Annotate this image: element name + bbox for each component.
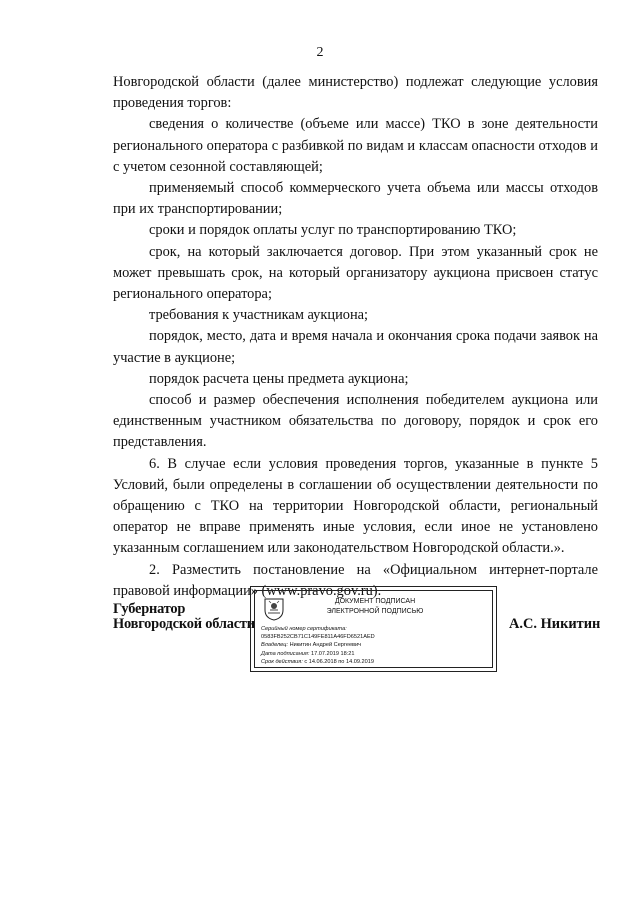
stamp-title [295, 597, 455, 617]
paragraph-11: 2. Разместить постановление на «Официальном интернет-портале правовой информации» (www.pravo.gov.ru). [113, 561, 598, 599]
cert-value: 0583FB252CB71C149FE811A46FD6521AED [261, 634, 375, 641]
stamp-title-line-2: ЭЛЕКТРОННОЙ ПОДПИСЬЮ [326, 608, 424, 615]
validity-label: Срок действия: [261, 658, 303, 665]
cert-label: Серийный номер сертификата: [261, 626, 347, 632]
electronic-signature-stamp [250, 586, 497, 672]
paragraph-1: Новгородской области (далее министерство) подлежат следующие условия проведения торгов: [113, 74, 598, 112]
stamp-inner-border [254, 590, 493, 668]
paragraph-7: порядок, место, дата и время начала и окончания срока подачи заявок на участие в аукционе; [113, 328, 598, 366]
signatory-name: А.С. Никитин [509, 616, 601, 632]
paragraph-6: требования к участникам аукциона; [149, 307, 369, 324]
paragraph-5: срок, на который заключается договор. При этом указанный срок не может превышать срок, на который организатору аукциона присвоен статус регионального оператора; [113, 243, 598, 303]
paragraph-3: применяемый способ коммерческого учета объема или массы отходов при их транспортировании; [113, 180, 598, 218]
paragraph-2: сведения о количестве (объеме или массе) ТКО в зоне деятельности регионального оператора с разбивкой по видам и классам опасности отходов и с учетом сезонной составляющей; [113, 116, 598, 175]
paragraph-9: способ и размер обеспечения исполнения победителем аукциона или единственным участником обязательства по договору, порядок и срок его представления. [113, 392, 598, 451]
coat-of-arms-icon [263, 597, 285, 621]
owner-value: Никитин Андрей Сергеевич [289, 642, 362, 649]
paragraph-4: сроки и порядок оплаты услуг по транспортированию ТКО; [149, 222, 517, 239]
date-value: 17.07.2019 18:21 [310, 650, 355, 657]
signatory-position [113, 602, 255, 632]
validity-value: с 14.06.2018 по 14.09.2019 [304, 658, 374, 665]
position-line-2: Новгородской области [113, 616, 255, 632]
date-label: Дата подписания: [261, 650, 310, 657]
stamp-title-line-1: ДОКУМЕНТ ПОДПИСАН [334, 598, 416, 605]
owner-label: Владелец: [261, 642, 289, 649]
position-line-1: Губернатор [113, 601, 186, 617]
stamp-details [261, 625, 375, 666]
document-body [113, 72, 598, 602]
paragraph-10: 6. В случае если условия проведения торгов, указанные в пункте 5 Условий, были определены в соглашении об осуществлении деятельности по обращению с ТКО на территории Новгородской области, региональный оператор не вправе применять иные условия, если иное не установлено указанным соглашением или законодательством Новгородской области.». [113, 455, 598, 557]
paragraph-8: порядок расчета цены предмета аукциона; [149, 370, 409, 387]
page-number: 2 [316, 45, 324, 60]
